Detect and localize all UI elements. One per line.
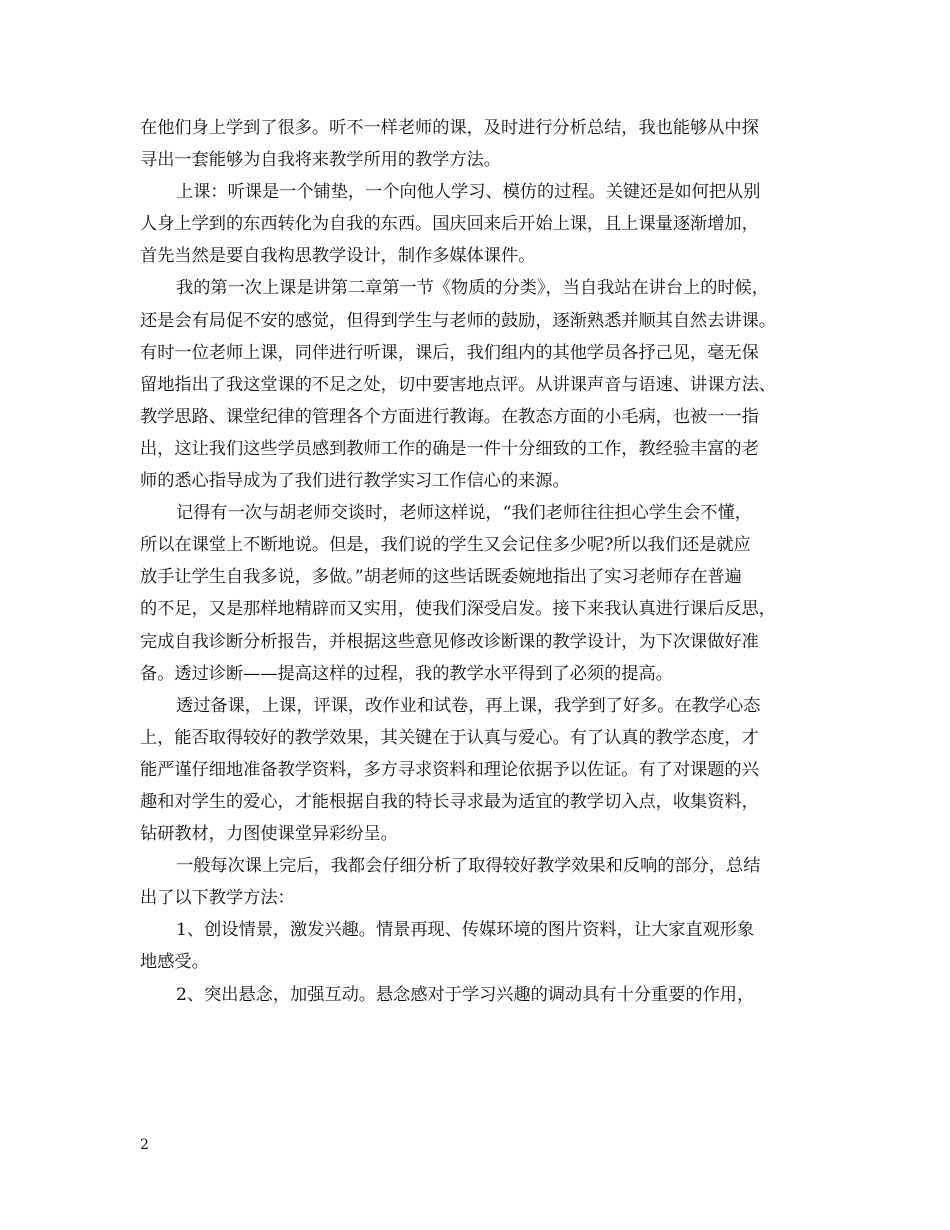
list-item-line: 1、创设情景，激发兴趣。情景再现、传媒环境的图片资料，让大家直观形象 (176, 920, 755, 941)
body-text (140, 112, 815, 1011)
text-line: 备。透过诊断——提高这样的过程，我的教学水平得到了必须的提高。 (140, 663, 673, 684)
paragraph-start-line: 我的第一次上课是讲第二章第一节《物质的分类》，当自我站在讲台上的时候， (176, 278, 769, 299)
text-line: 出了以下教学方法： (140, 888, 295, 909)
text-line: 教学思路、课堂纪律的管理各个方面进行教诲。在教态方面的小毛病，也被一一指 (140, 406, 759, 427)
paragraph-start-line: 记得有一次与胡老师交谈时，老师这样说，“我们老师往往担心学生会不懂， (176, 503, 752, 524)
text-line: 能严谨仔细地准备教学资料，多方寻求资料和理论依据予以佐证。有了对课题的兴 (140, 759, 759, 780)
text-line: 放手让学生自我多说，多做。”胡老师的这些话既委婉地指出了实习老师存在普遍 (140, 567, 742, 588)
text-line: 在他们身上学到了很多。听不一样老师的课，及时进行分析总结，我也能够从中探 (140, 118, 759, 138)
text-line: 钻研教材，力图使课堂异彩纷呈。 (140, 824, 398, 845)
text-line: 人身上学到的东西转化为自我的东西。国庆回来后开始上课，且上课量逐渐增加， (140, 214, 759, 235)
paragraph-start-line: 一般每次课上完后，我都会仔细分析了取得较好教学效果和反响的部分，总结 (176, 856, 761, 877)
text-line: 师的悉心指导成为了我们进行教学实习工作信心的来源。 (140, 471, 570, 492)
text-line: 出，这让我们这些学员感到教师工作的确是一件十分细致的工作，教经验丰富的老 (140, 438, 759, 459)
text-line: 有时一位老师上课，同伴进行听课，课后，我们组内的其他学员各抒己见，毫无保 (140, 342, 759, 363)
text-line: 还是会有局促不安的感觉，但得到学生与老师的鼓励，逐渐熟悉并顺其自然去讲课。 (140, 310, 776, 331)
text-line: 地感受。 (140, 952, 209, 973)
text-line: 留地指出了我这堂课的不足之处，切中要害地点评。从讲课声音与语速、讲课方法、 (140, 374, 776, 395)
text-line: 首先当然是要自我构思教学设计，制作多媒体课件。 (140, 246, 536, 267)
text-line: 所以在课堂上不断地说。但是，我们说的学生又会记住多少呢?所以我们还是就应 (140, 535, 751, 556)
list-item-line: 2、突出悬念，加强互动。悬念感对于学习兴趣的调动具有十分重要的作用， (176, 984, 755, 1005)
text-line: 的不足，又是那样地精辟而又实用，使我们深受启发。接下来我认真进行课后反思， (140, 599, 776, 620)
text-line: 完成自我诊断分析报告，并根据这些意见修改诊断课的教学设计，为下次课做好准 (140, 631, 759, 652)
page-number: 2 (140, 1137, 149, 1153)
paragraph-start-line: 透过备课，上课，评课，改作业和试卷，再上课，我学到了好多。在教学心态 (176, 695, 761, 716)
text-line: 上，能否取得较好的教学效果，其关键在于认真与爱心。有了认真的教学态度，才 (140, 727, 759, 748)
text-line: 趣和对学生的爱心，才能根据自我的特长寻求最为适宜的教学切入点，收集资料， (140, 791, 759, 812)
paragraph-start-line: 上课：听课是一个铺垫，一个向他人学习、模仿的过程。关键还是如何把从别 (176, 182, 761, 203)
text-line: 寻出一套能够为自我将来教学所用的教学方法。 (140, 150, 501, 171)
